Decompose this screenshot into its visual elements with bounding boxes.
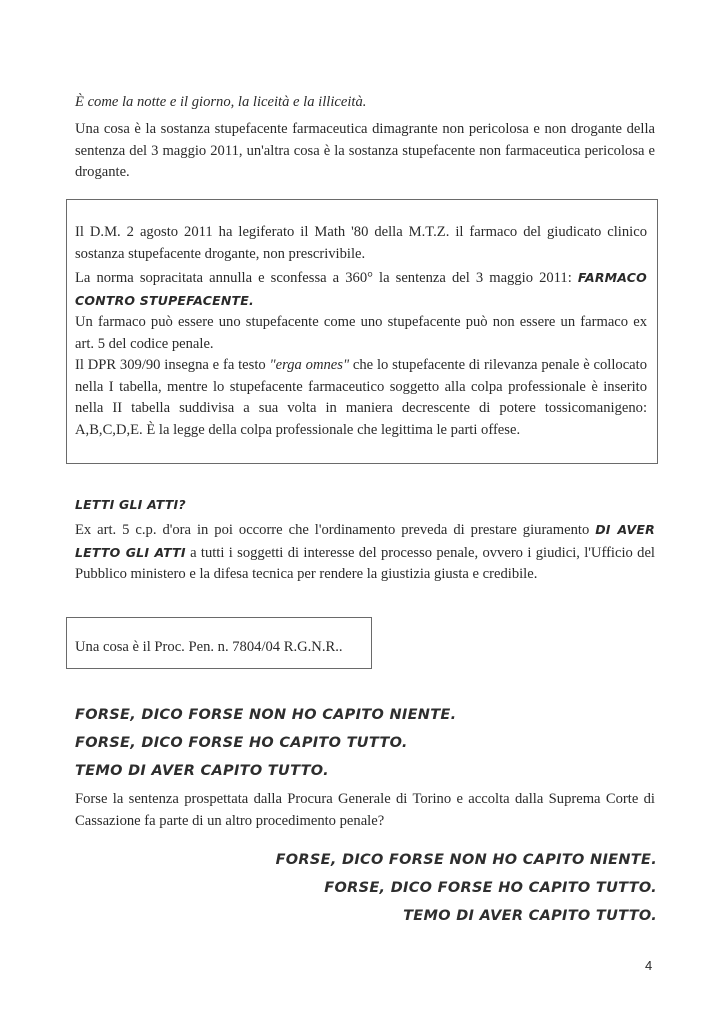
forse-right-2: FORSE, DICO FORSE HO CAPITO TUTTO.: [324, 880, 657, 896]
dpr-text-a: Il DPR 309/90 insegna e fa testo: [75, 357, 270, 373]
box-proc-pen: [66, 617, 372, 669]
box-paragraph-dpr: [75, 355, 647, 441]
farmaco-contro-stupefacente: FARMACO CONTRO STUPEFACENTE.: [75, 270, 647, 308]
proc-pen-text: Una cosa è il Proc. Pen. n. 7804/04 R.G.N.R..: [75, 639, 343, 655]
box-paragraph-dm: Il D.M. 2 agosto 2011 ha legiferato il Math '80 della M.T.Z. il farmaco del giudicato clinico sostanza stupefacente drogante, non prescrivibile.: [75, 224, 647, 262]
section-heading: LETTI GLI ATTI?: [75, 497, 186, 512]
paragraph-sostanza: Una cosa è la sostanza stupefacente farmaceutica dimagrante non pericolosa e non drogante della sentenza del 3 maggio 2011, un'altra cosa è la sostanza stupefacente non farmaceutica pericolosa e drogante.: [75, 121, 655, 180]
forse-left-3: TEMO DI AVER CAPITO TUTTO.: [75, 763, 329, 779]
giuramento-text-b: a tutti i soggetti di interesse del processo penale, ovvero i giudici, l'Ufficio del Pubblico ministero e la difesa tecnica per rendere la giustizia giusta e credibile.: [75, 544, 655, 582]
erga-omnes: "erga omnes": [269, 357, 350, 373]
paragraph-giuramento: [75, 519, 655, 586]
norma-text: La norma sopracitata annulla e sconfessa a 360° la sentenza del 3 maggio 2011:: [75, 270, 578, 286]
box-paragraph-norma: [75, 267, 647, 312]
forse-left-1: FORSE, DICO FORSE NON HO CAPITO NIENTE.: [75, 707, 457, 723]
intro-italic-line: È come la notte e il giorno, la liceità e la illiceità.: [75, 94, 367, 110]
forse-right-1: FORSE, DICO FORSE NON HO CAPITO NIENTE.: [275, 852, 657, 868]
box-dm-2011: [66, 199, 658, 464]
paragraph-procura: Forse la sentenza prospettata dalla Procura Generale di Torino e accolta dalla Suprema Corte di Cassazione fa parte di un altro procedimento penale?: [75, 791, 655, 829]
giuramento-text-a: Ex art. 5 c.p. d'ora in poi occorre che l'ordinamento preveda di prestare giuramento: [75, 522, 596, 538]
forse-right-3: TEMO DI AVER CAPITO TUTTO.: [403, 908, 657, 924]
forse-left-2: FORSE, DICO FORSE HO CAPITO TUTTO.: [75, 735, 408, 751]
di-aver-letto-gli-atti: DI AVER LETTO GLI ATTI: [75, 522, 655, 560]
page-number: 4: [645, 958, 653, 973]
box-paragraph-farmaco: Un farmaco può essere uno stupefacente come uno stupefacente può non essere un farmaco ex art. 5 del codice penale.: [75, 314, 647, 352]
dpr-text-b: che lo stupefacente di rilevanza penale è collocato nella I tabella, mentre lo stupefacente farmaceutico soggetto alla colpa professionale è inserito nella II tabella suddivisa a sua volta in maniera decrescente di potere tossicomanigeno: A,B,C,D,E. È la legge della colpa professionale che legittima le parti offese.: [75, 357, 648, 438]
